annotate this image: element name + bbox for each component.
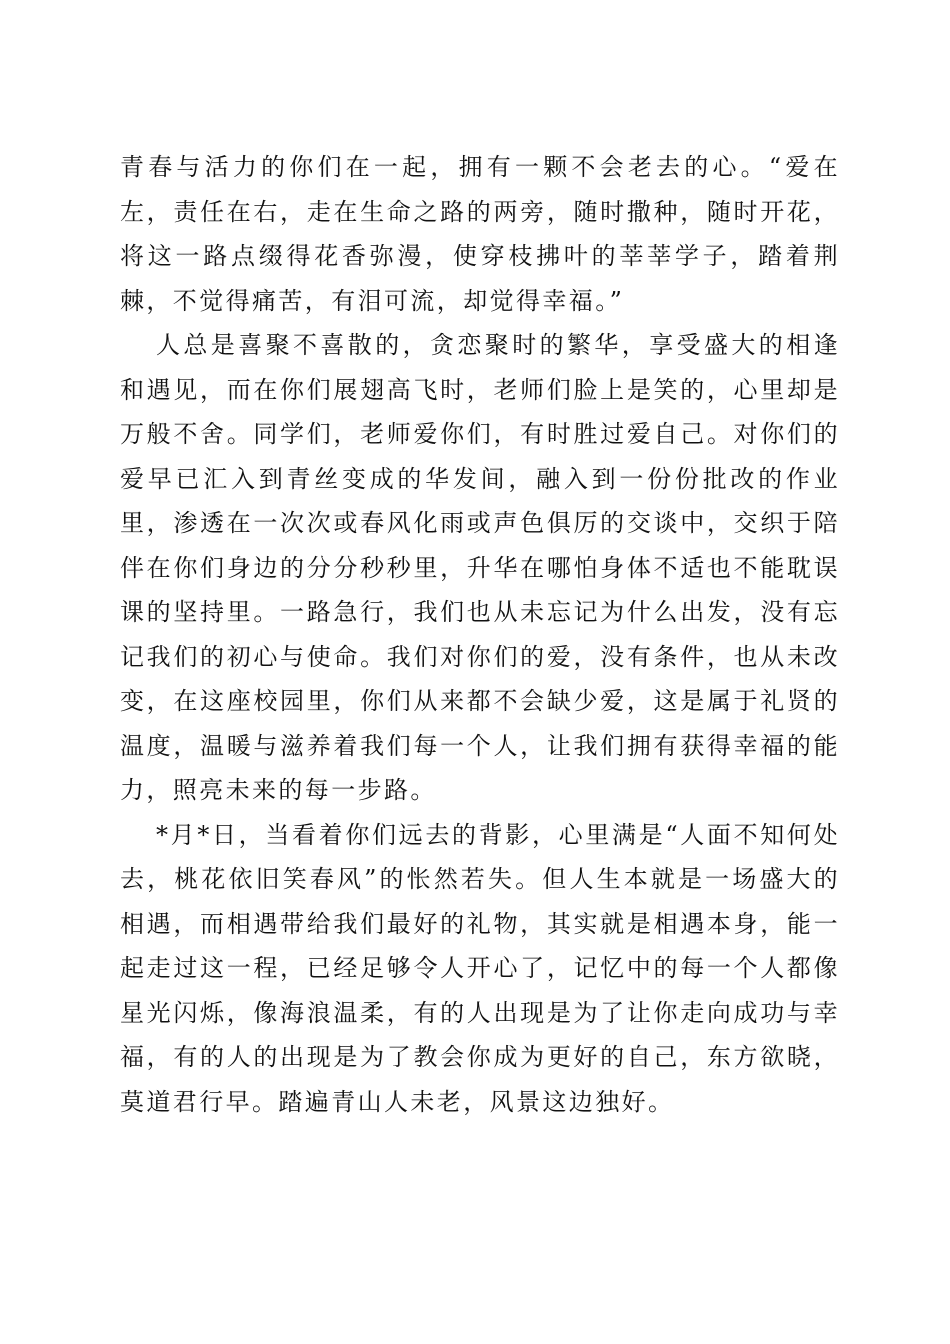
document-body: [120, 145, 840, 1124]
paragraph-teachers-love: 人总是喜聚不喜散的，贪恋聚时的繁华，享受盛大的相逢和遇见，而在你们展翅高飞时，老师们脸上是笑的，心里却是万般不舍。同学们，老师爱你们，有时胜过爱自己。对你们的爱早已汇入到青丝变成的华发间，融入到一份份批改的作业里，渗透在一次次或春风化雨或声色俱厉的交谈中，交织于陪伴在你们身边的分分秒秒里，升华在哪怕身体不适也不能耽误课的坚持里。一路急行，我们也从未忘记为什么出发，没有忘记我们的初心与使命。我们对你们的爱，没有条件，也从未改变，在这座校园里，你们从来都不会缺少爱，这是属于礼贤的温度，温暖与滋养着我们每一个人，让我们拥有获得幸福的能力，照亮未来的每一步路。: [120, 331, 840, 804]
paragraph-continuation: 青春与活力的你们在一起，拥有一颗不会老去的心。“爱在左，责任在右，走在生命之路的两旁，随时撒种，随时开花，将这一路点缀得花香弥漫，使穿枝拂叶的莘莘学子，踏着荆棘，不觉得痛苦，有泪可流，却觉得幸福。”: [120, 153, 840, 315]
paragraph-farewell: *月*日，当看着你们远去的背影，心里满是“人面不知何处去，桃花依旧笑春风”的怅然若失。但人生本就是一场盛大的相遇，而相遇带给我们最好的礼物，其实就是相遇本身，能一起走过这一程，已经足够令人开心了，记忆中的每一个人都像星光闪烁，像海浪温柔，有的人出现是为了让你走向成功与幸福，有的人的出现是为了教会你成为更好的自己，东方欲晓，莫道君行早。踏遍青山人未老，风景这边独好。: [120, 820, 840, 1116]
